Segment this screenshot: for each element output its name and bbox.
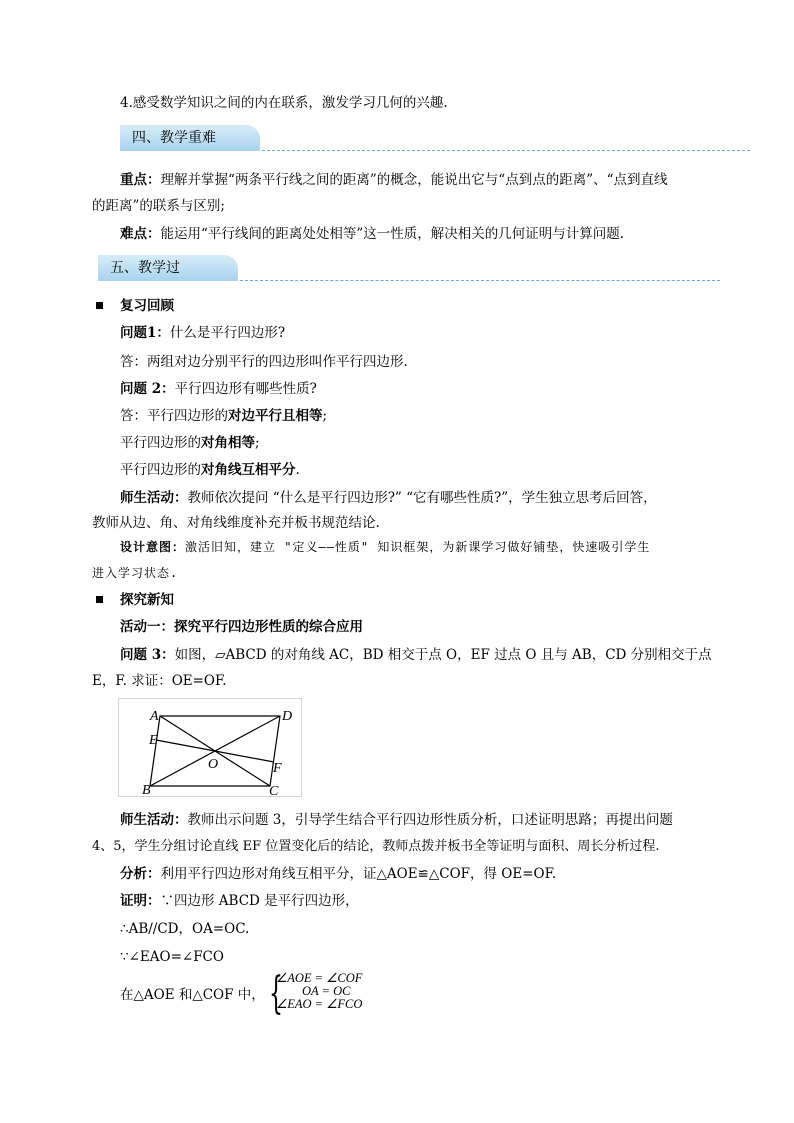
section-4-divider bbox=[262, 150, 750, 151]
section-4-heading: 四、教学重难 bbox=[120, 125, 260, 151]
question-1-text: 什么是平行四边形? bbox=[169, 325, 286, 341]
system-line-3: ∠EAO = ∠FCO bbox=[276, 997, 363, 1011]
proof-line1 bbox=[120, 892, 359, 910]
proof-text-1: ∵四边形 ABCD 是平行四边形， bbox=[160, 893, 359, 909]
label-f: F bbox=[273, 761, 282, 776]
explore-activity-line2: 4、5，学生分组讨论直线 EF 位置变化后的结论，教师点拨并板书全等证明与面积、周长分析过程. bbox=[92, 839, 660, 854]
key-point-text: 理解并掌握“两条平行线之间的距离”的概念，能说出它与“点到点的距离”、“点到直线 bbox=[160, 172, 668, 188]
question-2-label: 问题 2： bbox=[120, 381, 175, 397]
key-point-line1 bbox=[120, 171, 668, 189]
section-5-heading: 五、教学过 bbox=[98, 255, 238, 281]
label-c: C bbox=[269, 784, 279, 798]
property-angles bbox=[120, 434, 260, 452]
review-heading: 复习回顾 bbox=[120, 298, 174, 314]
system-line-2: OA = OC bbox=[302, 984, 351, 998]
property-angles-suffix: ; bbox=[255, 435, 260, 451]
teaching-goal-4: 4.感受数学知识之间的内在联系，激发学习几何的兴趣. bbox=[120, 95, 448, 111]
property-diagonals-bold: 对角线互相平分 bbox=[201, 462, 296, 478]
difficult-point-text: 能运用“平行线间的距离处处相等”这一性质，解决相关的几何证明与计算问题. bbox=[160, 226, 625, 242]
difficult-point-label: 难点： bbox=[120, 226, 161, 242]
review-bullet bbox=[96, 302, 103, 309]
question-3-line1 bbox=[120, 646, 712, 664]
answer-2-bold: 对边平行且相等 bbox=[228, 408, 323, 424]
question-3-text: 如图，▱ABCD 的对角线 AC，BD 相交于点 O，EF 过点 O 且与 AB，CD 分别相交于点 bbox=[174, 647, 712, 663]
proof-line3: ∵∠EAO=∠FCO bbox=[120, 949, 224, 965]
difficult-point bbox=[120, 225, 624, 243]
analysis-text: 利用平行四边形对角线互相平分，证△AOE≌△COF，得 OE=OF. bbox=[160, 866, 557, 882]
parallelogram-figure bbox=[118, 698, 303, 798]
property-diagonals bbox=[120, 461, 300, 479]
explore-heading: 探究新知 bbox=[120, 592, 174, 608]
label-d: D bbox=[282, 709, 293, 724]
review-activity-label: 师生活动： bbox=[120, 490, 188, 506]
label-o: O bbox=[208, 757, 219, 772]
review-activity-line1 bbox=[120, 489, 657, 507]
question-3-label: 问题 3： bbox=[120, 647, 175, 663]
analysis-line bbox=[120, 865, 556, 883]
left-brace: { bbox=[269, 968, 283, 1019]
property-diagonals-prefix: 平行四边形的 bbox=[120, 462, 201, 478]
explore-activity-text: 教师出示问题 3，引导学生结合平行四边形性质分析，口述证明思路；再提出问题 bbox=[187, 812, 673, 828]
review-activity-line2: 教师从边、角、对角线维度补充并板书规范结论. bbox=[92, 515, 380, 531]
explore-bullet bbox=[96, 596, 103, 603]
question-1-label: 问题1： bbox=[120, 325, 170, 341]
answer-2-suffix: ; bbox=[322, 408, 328, 424]
review-activity-text: 教师依次提问 “什么是平行四边形?” “它有哪些性质?”，学生独立思考后回答， bbox=[187, 490, 657, 506]
explore-activity-label: 师生活动： bbox=[120, 812, 188, 828]
property-angles-prefix: 平行四边形的 bbox=[120, 435, 201, 451]
proof-line4: 在△AOE 和△COF 中， bbox=[120, 987, 265, 1003]
key-point-line2: 的距离”的联系与区别; bbox=[92, 198, 225, 214]
answer-1: 答：两组对边分别平行的四边形叫作平行四边形. bbox=[120, 354, 408, 370]
label-e: E bbox=[149, 733, 158, 748]
label-b: B bbox=[142, 783, 151, 798]
key-point-label: 重点： bbox=[120, 172, 161, 188]
answer-2-prefix: 答：平行四边形的 bbox=[120, 408, 228, 424]
label-a: A bbox=[150, 709, 159, 724]
design-intent-label: 设计意图： bbox=[120, 540, 186, 554]
system-lines bbox=[276, 972, 406, 1011]
proof-label: 证明： bbox=[120, 893, 161, 909]
question-3-line2: E，F. 求证：OE=OF. bbox=[92, 673, 227, 689]
design-intent-line1 bbox=[120, 538, 650, 556]
design-intent-line2: 进入学习状态. bbox=[92, 566, 179, 580]
section-5-divider bbox=[240, 280, 720, 281]
design-intent-text: 激活旧知，建立 "定义——性质" 知识框架，为新课学习做好铺垫，快速吸引学生 bbox=[185, 540, 651, 554]
property-angles-bold: 对角相等 bbox=[201, 435, 255, 451]
proof-line2: ∴AB//CD，OA=OC. bbox=[120, 921, 250, 937]
property-diagonals-suffix: . bbox=[295, 462, 300, 478]
analysis-label: 分析： bbox=[120, 866, 161, 882]
question-2-text: 平行四边形有哪些性质? bbox=[174, 381, 317, 397]
question-1 bbox=[120, 324, 285, 342]
system-line-1: ∠AOE = ∠COF bbox=[276, 971, 363, 985]
answer-2 bbox=[120, 407, 327, 425]
explore-activity-line1 bbox=[120, 811, 673, 829]
activity-1-title: 活动一：探究平行四边形性质的综合应用 bbox=[120, 619, 363, 635]
question-2 bbox=[120, 380, 317, 398]
